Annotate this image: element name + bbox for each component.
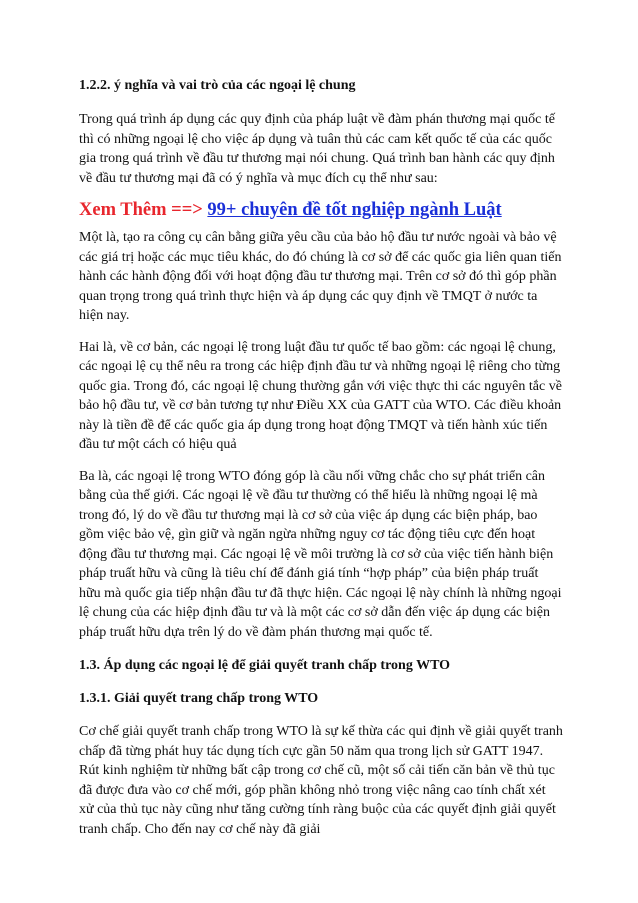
paragraph-ba-la: Ba là, các ngoại lệ trong WTO đóng góp là cầu nối vững chắc cho sự phát triển cân bằng của thế giới. Các ngoại lệ về đầu tư thường có thể hiểu là những ngoại lệ mà trong đó, lý do về đầu tư thương mại là cơ sở của việc áp dụng các biện pháp, bao gồm việc bảo vệ, gìn giữ và ngăn ngừa những nguy cơ tác động tiêu cực đến hoạt động đầu tư thương mại. Các ngoại lệ về môi trường là cơ sở của việc tiến hành biện pháp truất hữu và cũng là tiêu chí để đánh giá tính “hợp pháp” của biện pháp truất hữu mà quốc gia tiếp nhận đầu tư đã thực hiện. Các ngoại lệ này chính là những ngoại lệ chung của các hiệp định đầu tư và là một các cơ sở dẫn đến việc áp dụng các biện pháp truất hữu dựa trên lý do về đàm phán thương mại quốc tế. <box>79 468 562 640</box>
paragraph-mot-la: Một là, tạo ra công cụ cân bằng giữa yêu cầu của bảo hộ đầu tư nước ngoài và bảo vệ các giá trị hoặc các mục tiêu khác, do đó chúng là cơ sở để các quốc gia liên quan tiến hành các hành động đối với hoạt động đầu tư thương mại. Trên cơ sở đó thì góp phần quan trọng trong quá trình thực hiện và áp dụng các quy định về TMQT ở nước ta hiện nay. <box>79 230 562 323</box>
intro-paragraph: Trong quá trình áp dụng các quy định của pháp luật về đàm phán thương mại quốc tế thì có những ngoại lệ cho việc áp dụng và tuân thủ các cam kết quốc tế của các quốc gia trong quá trình về đầu tư thương mại nói chung. Quá trình ban hành các quy định về đầu tư thương mại đã có ý nghĩa và mục đích cụ thể như sau: <box>79 112 555 186</box>
section-heading-1-3-1: 1.3.1. Giải quyết trang chấp trong WTO <box>79 691 319 706</box>
section-heading-1-2-2: 1.2.2. ý nghĩa và vai trò của các ngoại lệ chung <box>79 78 356 93</box>
see-more-prefix: Xem Thêm ==> <box>79 200 208 220</box>
paragraph-co-che-giai-quyet: Cơ chế giải quyết tranh chấp trong WTO là sự kế thừa các qui định về giải quyết tranh chấp đã từng phát huy tác dụng tích cực gần 50 năm qua trong lịch sử GATT 1947. Rút kinh nghiệm từ những bất cập trong cơ chế cũ, một số cải tiến căn bản về thủ tục đã được đưa vào cơ chế mới, góp phần không nhỏ trong việc nâng cao tính chất xét xử của thủ tục này cũng như tăng cường tính ràng buộc của các quyết định giải quyết tranh chấp. Cho đến nay cơ chế này đã giải <box>79 724 563 837</box>
section-heading-1-3: 1.3. Áp dụng các ngoại lệ để giải quyết tranh chấp trong WTO <box>79 658 451 673</box>
document-page <box>79 70 563 839</box>
see-more-line <box>79 198 563 222</box>
see-more-link[interactable]: 99+ chuyên đề tốt nghiệp ngành Luật <box>207 200 502 220</box>
paragraph-hai-la: Hai là, về cơ bản, các ngoại lệ trong luật đầu tư quốc tế bao gồm: các ngoại lệ chung, các ngoại lệ cụ thể nêu ra trong các hiệp định đầu tư và những ngoại lệ riêng cho từng quốc gia. Trong đó, các ngoại lệ chung thường gắn với việc thực thi các nguyên tắc về bảo hộ đầu tư, về cơ bản tương tự như Điều XX của GATT của WTO. Các điều khoản này là tiền đề để các quốc gia áp dụng trong hoạt động TMQT và tiến hành xúc tiến đầu tư một cách có hiệu quả <box>79 339 562 452</box>
